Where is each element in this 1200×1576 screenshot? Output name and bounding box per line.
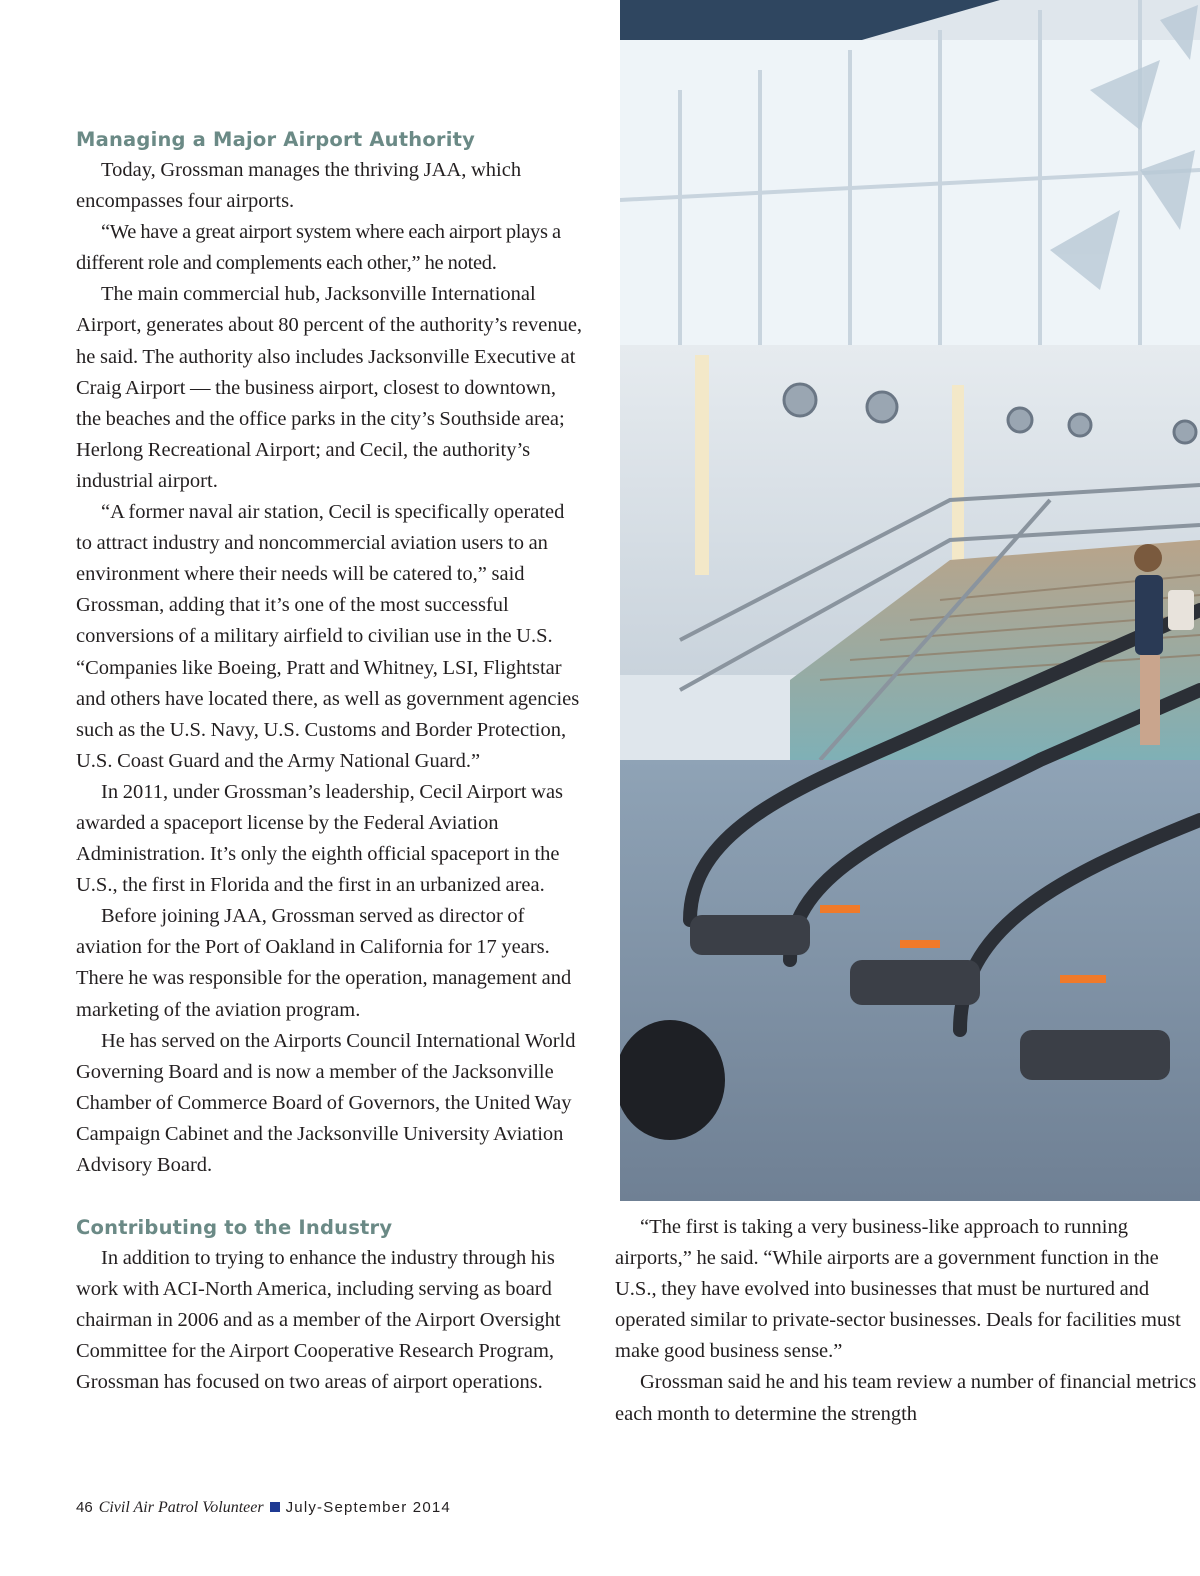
escalator-photo xyxy=(620,0,1200,1201)
publication-name: Civil Air Patrol Volunteer xyxy=(98,1499,264,1516)
paragraph: In addition to trying to enhance the industry through his work with ACI-North America, including serving as board chairman in 2006 and as a member of the Airport Oversight Committee for the Airport Cooperative Research Program, Grossman has focused on two areas of airport operations. xyxy=(76,1247,561,1394)
page-footer xyxy=(76,1496,451,1520)
paragraph: “We have a great airport system where each airport plays a different role and complements each other,” he noted. xyxy=(76,221,561,275)
section-heading-contributing: Contributing to the Industry xyxy=(76,1216,393,1240)
left-column xyxy=(76,124,584,1399)
paragraph: He has served on the Airports Council International World Governing Board and is now a member of the Jacksonville Chamber of Commerce Board of Governors, the United Way Campaign Cabinet and the Jacksonville University Aviation Advisory Board. xyxy=(76,1029,576,1176)
paragraph: “The first is taking a very business-like approach to running airports,” he said. “While airports are a government function in the U.S., they have evolved into businesses that must be nurtured and operated similar to private-sector businesses. Deals for facilities must make good business sense.” xyxy=(615,1216,1181,1363)
section-heading-managing: Managing a Major Airport Authority xyxy=(76,128,476,151)
paragraph: The main commercial hub, Jacksonville International Airport, generates about 80 percent of the authority’s revenue, he said. The authority also includes Jacksonville Executive at Craig Airport — the business airport, closest to downtown, the beaches and the office parks in the city’s Southside area; Herlong Recreational Airport; and Cecil, the authority’s industrial airport. xyxy=(76,283,583,492)
paragraph: Grossman said he and his team review a number of financial metrics each month to determine the strength xyxy=(615,1371,1197,1425)
paragraph: “A former naval air station, Cecil is specifically operated to attract industry and noncommercial aviation users to an environment where their needs will be catered to,” said Grossman, adding that it’s one of the most successful conversions of a military airfield to civilian use in the U.S. “Companies like Boeing, Pratt and Whitney, LSI, Flightstar and others have located there, as well as government agencies such as the U.S. Navy, U.S. Customs and Border Protection, U.S. Coast Guard and the Army National Guard.” xyxy=(76,501,580,772)
square-separator-icon xyxy=(270,1502,280,1512)
paragraph: Before joining JAA, Grossman served as director of aviation for the Port of Oakland in California for 17 years. There he was responsible for the operation, management and marketing of the aviation program. xyxy=(76,905,572,1021)
issue-date: July-September 2014 xyxy=(285,1499,451,1516)
page-number: 46 xyxy=(76,1499,93,1516)
paragraph: Today, Grossman manages the thriving JAA, which encompasses four airports. xyxy=(76,159,522,213)
right-column xyxy=(615,1212,1200,1430)
paragraph: In 2011, under Grossman’s leadership, Cecil Airport was awarded a spaceport license by the Federal Aviation Administration. It’s only the eighth official spaceport in the U.S., the first in Florida and the first in an urbanized area. xyxy=(76,780,564,897)
